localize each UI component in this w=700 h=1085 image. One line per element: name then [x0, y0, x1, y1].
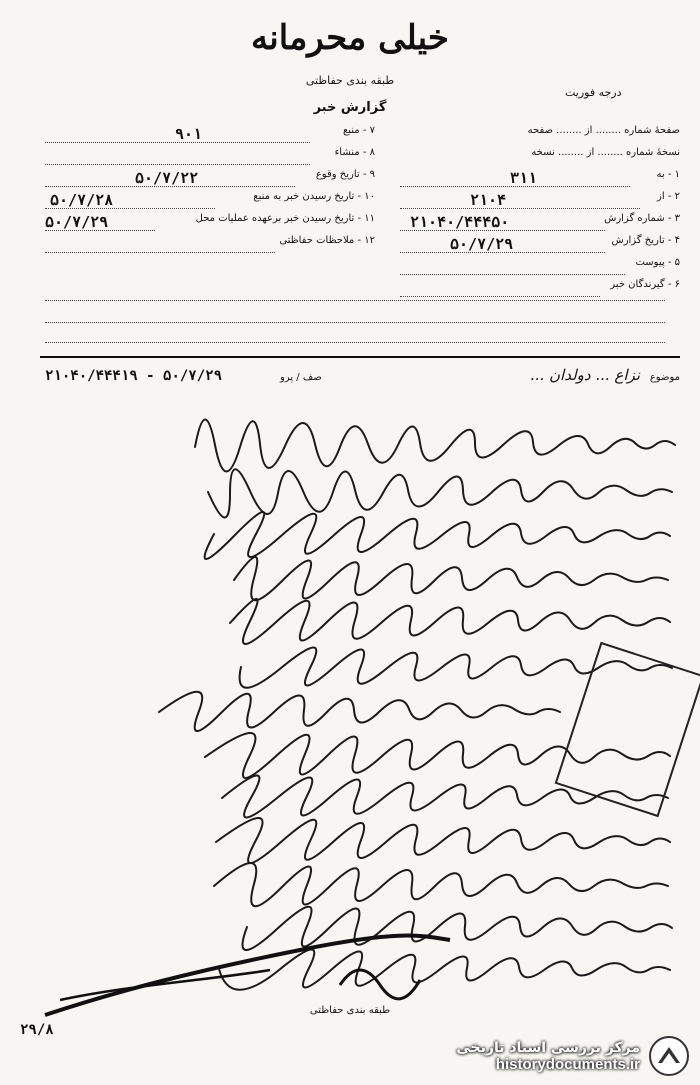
field-label: ۹ - تاریخ وقوع	[315, 169, 375, 180]
field-label: ۱ - به	[656, 169, 680, 180]
watermark	[456, 1035, 690, 1077]
field-label: ۲ - از	[657, 191, 680, 202]
field-row	[400, 169, 680, 191]
field-label: ۶ - گیرندگان خبر	[610, 279, 680, 290]
signature-stroke	[60, 970, 270, 1000]
field-label: ۸ - منشاء	[334, 147, 375, 158]
blank-line	[45, 342, 665, 343]
handwriting-line	[205, 512, 670, 559]
field-label: ۳ - شماره گزارش	[604, 213, 680, 224]
field-line	[400, 208, 640, 209]
handwriting-line	[214, 863, 668, 906]
field-row	[400, 279, 680, 301]
field-row	[400, 191, 680, 213]
field-label: نسخهٔ شماره ........ از ........ نسخه	[531, 147, 680, 158]
field-label: ۱۱ - تاریخ رسیدن خبر برعهده عملیات محل	[195, 213, 375, 224]
field-label: ۱۰ - تاریخ رسیدن خبر به منبع	[253, 191, 375, 202]
field-line	[45, 252, 275, 253]
field-row	[45, 125, 375, 147]
field-value: ۵۰/۷/۲۹	[450, 235, 514, 253]
classification-note: طبقه بندی حفاظتی	[305, 74, 395, 87]
field-row	[400, 125, 680, 147]
field-row	[45, 213, 375, 235]
field-row	[400, 235, 680, 257]
field-label: ۵ - پیوست	[635, 257, 680, 268]
handwriting-line	[234, 557, 668, 600]
field-line	[400, 274, 625, 275]
field-row	[400, 147, 680, 169]
blank-line	[45, 322, 665, 323]
footer-classification-note: طبقه بندی حفاظتی	[309, 1005, 391, 1016]
field-value: ۵۰/۷/۲۹	[45, 213, 109, 231]
field-row	[45, 235, 375, 257]
sheet-label: صف / پرو	[280, 372, 322, 383]
watermark-text	[456, 1040, 640, 1073]
right-fields	[400, 125, 680, 301]
watermark-logo-icon	[648, 1035, 690, 1077]
signature-stroke	[45, 936, 450, 1015]
left-fields	[45, 125, 375, 257]
field-value: ۵۰/۷/۲۲	[135, 169, 199, 187]
field-label: صفحهٔ شماره ........ از ........ صفحه	[527, 125, 680, 136]
document-title: خیلی محرمانه	[251, 18, 449, 58]
field-line	[400, 296, 600, 297]
handwriting-line	[195, 419, 675, 471]
subject-text: نزاع ... دولدان ...	[529, 366, 640, 384]
subject-number: ۵۰/۷/۲۹ - ۲۱۰۴۰/۴۴۴۱۹	[45, 368, 223, 384]
urgency-label: درجه فوریت	[565, 86, 622, 99]
field-value: ۲۱۰۴۰/۴۴۴۵۰	[410, 213, 510, 231]
field-row	[45, 147, 375, 169]
field-label: ۷ - منبع	[342, 125, 375, 136]
watermark-fa: مرکز بررسی اسناد تاریخی	[456, 1039, 640, 1056]
field-row	[45, 191, 375, 213]
report-title: گزارش خبر	[313, 100, 387, 115]
field-value: ۳۱۱	[510, 169, 538, 187]
handwriting-line	[208, 469, 672, 517]
field-label: ۱۲ - ملاحظات حفاظتی	[279, 235, 375, 246]
handwriting-line	[216, 818, 670, 863]
watermark-en: historydocuments.ir	[495, 1055, 640, 1073]
handwriting-line	[230, 599, 670, 644]
field-line	[45, 164, 310, 165]
blank-line	[45, 300, 665, 301]
signature-stroke	[340, 970, 420, 999]
field-row	[45, 169, 375, 191]
bottom-date: ۲۹/۸	[20, 1022, 54, 1038]
handwriting-line	[159, 692, 560, 731]
field-value: ۵۰/۷/۲۸	[50, 191, 114, 209]
field-value: ۹۰۱	[175, 125, 203, 143]
subject-label: موضوع	[649, 372, 680, 383]
field-row	[400, 257, 680, 279]
subject-row	[45, 366, 680, 390]
separator-line	[40, 356, 680, 358]
field-row	[400, 213, 680, 235]
field-value: ۲۱۰۴	[470, 191, 507, 209]
field-label: ۴ - تاریخ گزارش	[611, 235, 680, 246]
